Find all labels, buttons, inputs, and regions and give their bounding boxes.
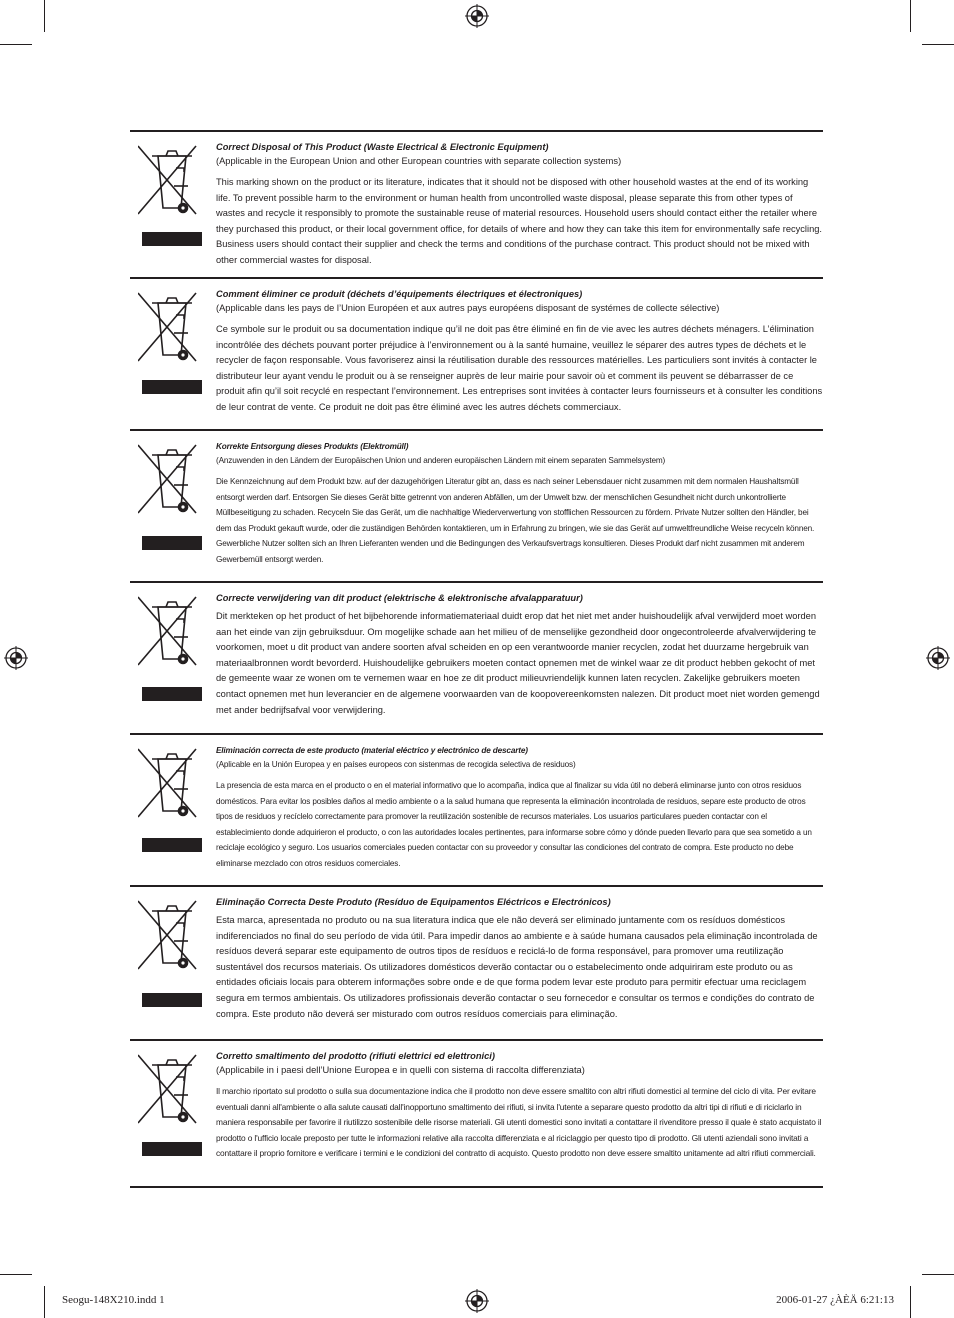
crop-mark	[44, 1286, 45, 1318]
product-marking-bar	[142, 380, 202, 394]
registration-mark-icon	[465, 1289, 489, 1313]
section-title: Eliminación correcta de este producto (material eléctrico y electrónico de descarte)	[216, 746, 528, 755]
product-marking-bar	[142, 232, 202, 246]
crop-mark	[44, 0, 45, 32]
disposal-section-fr	[130, 277, 823, 430]
product-marking-bar	[142, 687, 202, 701]
crossed-wheelie-bin-icon	[138, 897, 202, 1007]
footer-timestamp: 2006-01-27 ¿ÀÈÄ 6:21:13	[776, 1294, 894, 1306]
section-subtitle: (Applicable in the European Union and other European countries with separate collection systems)	[216, 156, 622, 166]
product-marking-bar	[142, 536, 202, 550]
section-body: Esta marca, apresentada no produto ou na sua literatura indica que ele não deverá ser eliminado juntamente com os resíduos domésticos indiferenciados no final do seu período de vida útil. Para impedir danos ao ambiente e à saúde humana causados pela eliminação incontrolada de resíduos deverá separar este equipamento de outros tipos de resíduos e reciclá-lo de forma responsável, para promover uma reutilização sustentável dos recursos materiais. Os utilizadores domésticos deverão contactar ou o estabelecimento onde adquiriram este produto ou as entidades oficiais locais para obterem informações sobre onde e de que forma podem levar este produto para permitir efectuar uma reciclagem segura em termos ambientais. Os utilizadores profissionais deverão contactar o seu fornecedor e consultar os termos e condições do contrato de compra. Este produto não deverá ser misturado com outros resíduos comerciais para eliminação.	[216, 915, 818, 1019]
section-subtitle: (Anzuwenden in den Ländern der Europäischen Union und anderen europäischen Ländern mit einem separaten Sammelsystem)	[216, 456, 666, 465]
crop-mark	[922, 1274, 954, 1275]
crop-mark	[0, 44, 32, 45]
section-body: Die Kennzeichnung auf dem Produkt bzw. auf der dazugehörigen Literatur gibt an, dass es nach seiner Lebensdauer nicht zusammen mit dem normalen Haushaltsmüll entsorgt werden darf. Entsorgen Sie dieses Gerät bitte getrennt von anderen Abfällen, um der Umwelt bzw. der menschlichen Gesundheit nicht durch unkontrollierte Müllbeseitigung zu schaden. Recyceln Sie das Gerät, um die nachhaltige Wiederverwertung von stofflichen Ressourcen zu fördern. Private Nutzer sollten den Händler, bei dem das Produkt gekauft wurde, oder die zuständigen Behörden kontaktieren, um in Erfahrung zu bringen, wie sie das Gerät auf umweltfreundliche Weise recyceln können. Gewerbliche Nutzer sollten sich an Ihren Lieferanten wenden und die Bedingungen des Verkaufsvertrags konsultieren. Dieses Produkt darf nicht zusammen mit anderem Gewerbemüll entsorgt werden.	[216, 477, 815, 564]
product-marking-bar	[142, 993, 202, 1007]
section-title: Corretto smaltimento del prodotto (rifiuti elettrici ed elettronici)	[216, 1051, 495, 1061]
crop-mark	[910, 0, 911, 32]
crop-mark	[0, 1274, 32, 1275]
registration-mark-icon	[4, 646, 28, 670]
disposal-section-pt	[130, 885, 823, 1040]
section-body: La presencia de esta marca en el producto o en el material informativo que lo acompaña, indica que al finalizar su vida útil no deberá eliminarse junto con otros residuos domésticos. Para evitar los posibles daños al medio ambiente o a la salud humana que representa la eliminación incontrolada de residuos, separe este producto de otros tipos de residuos y recíclelo correctamente para promover la reutilización sostenible de recursos materiales. Los usuarios particulares pueden contactar con el establecimiento donde adquirieron el producto, o con las autoridades locales pertinentes, para informarse sobre cómo y dónde pueden llevarlo para que sea sometido a un reciclaje ecológico y seguro. Los usuarios comerciales pueden contactar con su proveedor y consultar las condiciones del contrato de compra. Este producto no debe eliminarse mezclado con otros residuos comerciales.	[216, 781, 812, 868]
product-marking-bar	[142, 1142, 202, 1156]
section-body: Dit merkteken op het product of het bijbehorende informatiemateriaal duidt erop dat het niet met ander huishoudelijk afval verwijderd moet worden aan het einde van zijn gebruiksduur. Om mogelijke schade aan het milieu of de menselijke gezondheid door ongecontroleerde afvalverwijdering te voorkomen, moet u dit product van andere soorten afval scheiden en op een verantwoorde manier recyclen, zodat het duurzame hergebruik van materiaalbronnen wordt bevorderd. Huishoudelijke gebruikers moeten contact opnemen met de winkel waar ze dit product hebben gekocht of met de gemeente waar ze wonen om te vernemen waar en hoe ze dit product milieuvriendelijk kunnen laten recyclen. Zakelijke gebruikers moeten contact opnemen met hun leverancier en de algemene voorwaarden van de koopovereenkomsten nalezen. Dit product moet niet worden gemengd met ander bedrijfsafval voor verwijdering.	[216, 611, 820, 715]
footer-file-name: Seogu-148X210.indd 1	[62, 1294, 165, 1306]
registration-mark-icon	[465, 4, 489, 28]
disposal-section-it	[130, 1039, 823, 1188]
section-body: Il marchio riportato sul prodotto o sulla sua documentazione indica che il prodotto non deve essere smaltito con altri rifiuti domestici al termine del ciclo di vita. Per evitare eventuali danni all'ambiente o alla salute causati dall'inopportuno smaltimento dei rifiuti, si invita l'utente a separare questo prodotto da altri tipi di rifiuti e di riciclarlo in maniera responsabile per favorire il riutilizzo sostenibile delle risorse materiali. Gli utenti domestici sono invitati a contattare il rivenditore presso il quale è stato acquistato il prodotto o l'ufficio locale preposto per tutte le informazioni relative alla raccolta differenziata e al riciclaggio per questo tipo di prodotto. Gli utenti aziendali sono invitati a contattare il proprio fornitore e verificare i termini e le condizioni del contratto di acquisto. Questo prodotto non deve essere smaltito unitamente ad altri rifiuti commerciali.	[216, 1086, 822, 1159]
section-title: Correcte verwijdering van dit product (elektrische & elektronische afvalapparatuur)	[216, 593, 583, 603]
section-subtitle: (Applicabile in i paesi dell’Unione Europea e in quelli con sistema di raccolta differenziata)	[216, 1065, 585, 1075]
section-subtitle: (Applicable dans les pays de l’Union Européen et aux autres pays européens disposant de systémes de collecte sélective)	[216, 303, 720, 313]
crop-mark	[922, 44, 954, 45]
section-title: Comment éliminer ce produit (déchets d’équipements électriques et électroniques)	[216, 289, 583, 299]
section-title: Eliminação Correcta Deste Produto (Resíduo de Equipamentos Eléctricos e Electrónicos)	[216, 897, 611, 907]
disposal-section-es	[130, 733, 823, 886]
section-title: Correct Disposal of This Product (Waste Electrical & Electronic Equipment)	[216, 142, 549, 152]
section-subtitle: (Aplicable en la Unión Europea y en países europeos con sistenmas de recogida selectiva de residuos)	[216, 760, 576, 769]
crop-mark	[910, 1286, 911, 1318]
disposal-section-nl	[130, 581, 823, 733]
product-marking-bar	[142, 838, 202, 852]
registration-mark-icon	[926, 646, 950, 670]
section-title: Korrekte Entsorgung dieses Produkts (Elektromüll)	[216, 442, 409, 451]
crossed-wheelie-bin-icon	[138, 441, 202, 551]
section-body: Ce symbole sur le produit ou sa documentation indique qu’il ne doit pas être éliminé en fin de vie avec les autres déchets ménagers. L’élimination incontrôlée des déchets pouvant porter préjudice à l’environnement ou à la santé humaine, veuillez le séparer des autres types de déchets et le recycler de façon responsable. Vous favoriserez ainsi la réutilisation durable des ressources matérielles. Les particuliers sont invités à contacter le distributeur leur ayant vendu le produit ou à se renseigner auprès de leur mairie pour savoir où et comment ils peuvent se débarrasser de ce produit afin qu’il soit recyclé en respectant l’environnement. Les entreprises sont invitées à contacter leurs fournisseurs et à consulter les conditions de leur contrat de vente. Ce produit ne doit pas être éliminé avec les autres déchets commerciaux.	[216, 324, 823, 412]
disposal-section-de	[130, 429, 823, 582]
section-body: This marking shown on the product or its literature, indicates that it should not be disposed with other household wastes at the end of its working life. To prevent possible harm to the environment or human health from uncontrolled waste disposal, please separate this from other types of wastes and recycle it responsibly to promote the sustainable reuse of material resources. Household users should contact either the retailer where they purchased this product, or their local government office, for details of where and how they can take this item for environmentally safe recycling. Business users should contact their supplier and check the terms and conditions of the purchase contract. This product should not be mixed with other commercial wastes for disposal.	[216, 177, 822, 265]
disposal-section-en	[130, 130, 823, 277]
